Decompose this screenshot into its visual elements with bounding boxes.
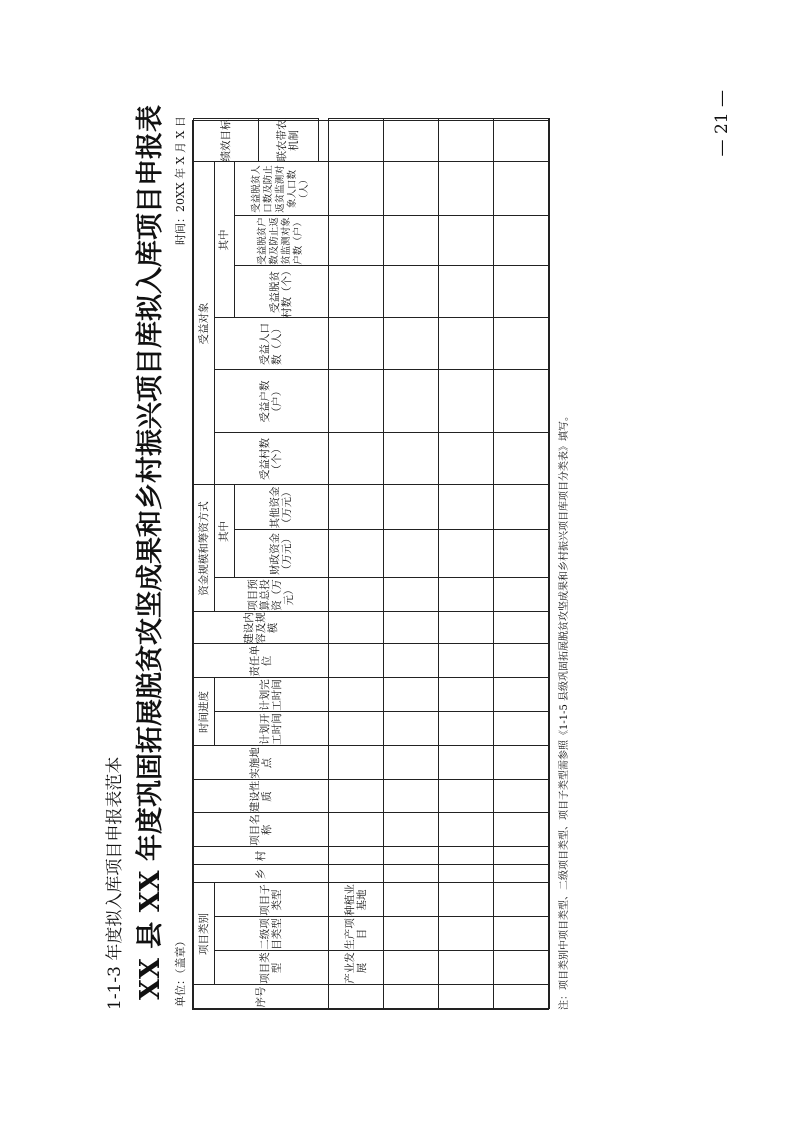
table-cell [493,265,549,318]
table-cell [438,864,494,883]
table-cell [548,643,550,678]
table-cell [383,677,439,712]
table-cell [383,812,439,847]
table-cell [383,265,439,318]
table-cell [383,779,439,813]
table-cell [548,484,550,530]
table-cell [438,215,494,266]
table-cell [383,745,439,780]
table-cell [548,745,550,780]
table-cell [548,529,550,578]
table-cell [328,611,384,644]
row-sub-type2-label: 生产项目 [343,918,368,950]
table-cell [438,846,494,865]
header-project-type-label: 项目类型 [259,952,283,984]
table-cell [383,529,439,578]
table-cell [383,161,439,216]
table-cell [493,745,549,780]
table-cell [383,984,439,1009]
project-table [192,120,549,1010]
header-link-mech-label: 联农带农机制 [276,119,300,162]
table-cell [328,643,384,678]
table-cell [548,812,550,847]
table-cell [493,118,549,162]
table-cell [493,643,549,678]
header-other-label: 其他资金（万元） [269,486,293,529]
header-sub-type2-label: 二级项目类型 [259,918,283,950]
table-cell [493,677,549,712]
subtitle: 1-1-3 年度拟入库项目申报表范本 [105,756,125,1010]
table-cell [328,529,384,578]
table-cell [438,779,494,813]
table-cell [548,215,550,266]
table-cell [383,484,439,530]
table-cell [438,432,494,485]
table-cell [493,484,549,530]
header-category-group-label: 项目类别 [197,913,210,955]
table-cell [438,711,494,746]
header-schedule-group-label: 时间进度 [197,691,210,733]
header-ben-villages-label: 受益村数（个） [259,438,283,480]
header-poor-households-label: 受益脱贫户数及防止返贫监测对象户数（户） [257,217,304,265]
time-label: 时间：20XX 年 X 月 X 日 [174,116,187,245]
header-seq-label: 序号 [254,986,267,1008]
table-cell [493,215,549,266]
header-location-label: 实施地点 [248,747,273,779]
table-cell [493,812,549,847]
table-cell [438,265,494,318]
header-ben-people-label: 受益人口数（人） [259,323,283,365]
table-cell [548,118,550,162]
header-responsible-label: 责任单位 [248,645,273,677]
table-cell [383,432,439,485]
table-cell [383,864,439,883]
table-cell [383,215,439,266]
table-cell [328,846,384,865]
table-cell [383,369,439,433]
header-township-label: 乡 [254,868,267,880]
table-cell [383,711,439,746]
table-cell [493,161,549,216]
table-cell [548,577,550,612]
unit-label: 单位：（盖章） [174,935,187,1007]
table-cell [383,118,439,162]
table-cell [493,611,549,644]
header-budget-label: 项目预算总投资（万元） [247,579,295,611]
table-cell [328,369,384,433]
table-cell [548,677,550,712]
header-village-label: 村 [254,850,267,862]
table-cell [548,779,550,813]
table-cell [548,161,550,216]
table-cell [548,846,550,865]
table-cell [438,484,494,530]
header-plan-start-label: 计划开工时间 [259,713,283,745]
table-note: 注：项目类别中项目类型、二级项目类型、项目子类型需参照《1-1-5 县级巩固拓展脱贫攻坚成果和乡村振兴项目库项目分类表》填写。 [559,410,570,1010]
table-cell [548,984,550,1009]
header-goal-label: 绩效目标 [219,119,232,162]
table-cell [438,745,494,780]
table-cell [493,577,549,612]
table-cell [493,984,549,1009]
header-poor-villages-label: 受益脱贫村数（个） [269,265,293,318]
page-number: — 21 — [712,90,732,157]
table-cell [328,215,384,266]
row-project-type-label: 产业发展 [343,952,368,984]
table-cell [493,846,549,865]
table-cell [493,864,549,883]
table-cell [438,643,494,678]
table-cell [548,265,550,318]
table-cell [438,577,494,612]
header-project-name-label: 项目名称 [248,814,273,846]
table-cell [493,711,549,746]
table-cell [438,161,494,216]
table-cell [548,864,550,883]
table-cell [328,265,384,318]
row-sub-type-label: 种植业基地 [343,884,368,916]
header-nature-label: 建设性质 [248,780,273,813]
table-cell [493,369,549,433]
table-cell [328,711,384,746]
table-cell [493,529,549,578]
table-cell [328,745,384,780]
table-cell [548,432,550,485]
table-cell [438,677,494,712]
header-content-label: 建设内容及规模 [242,612,279,644]
table-cell [328,317,384,370]
table-cell [383,577,439,612]
header-fund-group-label: 资金规模和筹资方式 [197,501,210,596]
header-beneficiary-group-label: 受益对象 [197,302,210,345]
table-cell [438,317,494,370]
table-cell [383,846,439,865]
table-cell [438,369,494,433]
table-cell [328,161,384,216]
table-cell [493,317,549,370]
table-cell [328,779,384,813]
table-cell [438,611,494,644]
table-cell [328,484,384,530]
table-cell [438,118,494,162]
header-among2-label: 其中 [218,229,230,251]
table-cell [328,432,384,485]
table-cell [328,118,384,162]
table-cell [493,432,549,485]
table-cell [438,529,494,578]
table-cell [328,864,384,883]
header-sub-type-label: 项目子类型 [259,884,283,916]
table-cell [438,984,494,1009]
header-fiscal-label: 财政资金（万元） [269,533,293,575]
header-plan-finish-label: 计划完工时间 [259,679,283,711]
table-cell [438,812,494,847]
table-cell [548,369,550,433]
page-title: XX 县 XX 年度巩固拓展脱贫攻坚成果和乡村振兴项目库拟入库项目申报表 [135,105,166,1000]
table-cell [493,779,549,813]
header-poor-people-label: 受益脱贫人口数及防止返贫监测对象人口数（人） [251,165,310,213]
table-cell [548,611,550,644]
header-ben-households-label: 受益户数（户） [259,380,283,423]
table-cell [548,711,550,746]
header-among-label: 其中 [218,521,230,542]
table-cell [383,317,439,370]
table-cell [383,643,439,678]
table-cell [328,577,384,612]
table-cell [328,677,384,712]
table-cell [383,611,439,644]
table-cell [548,317,550,370]
table-cell [328,812,384,847]
table-cell [328,984,384,1009]
